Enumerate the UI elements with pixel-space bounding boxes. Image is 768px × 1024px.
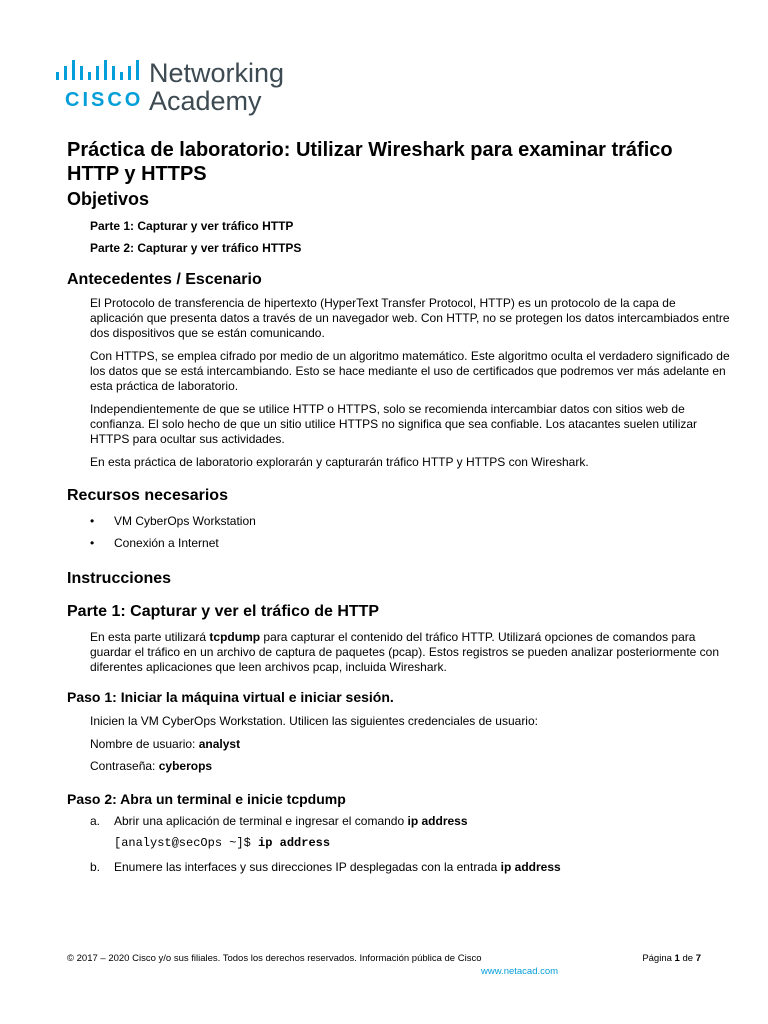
instrucciones-heading: Instrucciones: [67, 570, 172, 587]
recursos-heading: Recursos necesarios: [67, 487, 228, 504]
step-text: Enumere las interfaces y sus direcciones IP desplegadas con la entrada ip address: [114, 860, 561, 874]
step-label: a.: [90, 814, 101, 828]
logo-networking-text: Networking: [149, 58, 285, 88]
paso2-heading: Paso 2: Abra un terminal e inicie tcpdump: [67, 791, 346, 807]
cisco-bridge-icon: [52, 56, 148, 84]
username-value: analyst: [198, 737, 241, 751]
bullet-icon: •: [90, 514, 95, 528]
antecedentes-heading: Antecedentes / Escenario: [67, 271, 262, 288]
cisco-networking-academy-logo: [52, 56, 312, 120]
list-item-text: VM CyberOps Workstation: [114, 514, 256, 528]
logo-cisco-wordmark: CISCO: [65, 89, 144, 111]
step-text: Abrir una aplicación de terminal e ingresar el comando ip address: [114, 814, 468, 828]
command-example: [analyst@secOps ~]$ ip address: [114, 836, 331, 850]
paso1-line: Inicien la VM CyberOps Workstation. Utilicen las siguientes credenciales de usuario:: [90, 714, 538, 728]
password-line: Contraseña: cyberops: [90, 759, 213, 773]
antecedentes-paragraph: El Protocolo de transferencia de hipertexto (HyperText Transfer Protocol, HTTP) es un protocolo de la capa de aplicación que presenta datos a través de un navegador web. Con HTTP, no se protegen los datos intercambiados entre dos dispositivos que se están comunicando.: [90, 296, 730, 340]
logo-academy-text: Academy: [149, 86, 262, 116]
antecedentes-paragraph: Con HTTPS, se emplea cifrado por medio de un algoritmo matemático. Este algoritmo oculta el verdadero significado de los datos que se está intercambiando. Esto se hace mediante el uso de certificados que podremos ver más adelante en esta práctica de laboratorio.: [90, 349, 730, 393]
copyright-text: © 2017 – 2020 Cisco y/o sus filiales. Todos los derechos reservados. Información pública de Cisco: [67, 953, 482, 964]
objetivo-item: Parte 2: Capturar y ver tráfico HTTPS: [90, 241, 302, 255]
objetivo-item: Parte 1: Capturar y ver tráfico HTTP: [90, 219, 294, 233]
parte1-intro: En esta parte utilizará tcpdump para capturar el contenido del tráfico HTTP. Utilizará opciones de comandos para guardar el tráfico en un archivo de captura de paquetes (pcap). Estos registros se pueden analizar posteriormente con diferentes aplicaciones que leen archivos pcap, incluida Wireshark.: [90, 630, 720, 674]
antecedentes-paragraph: En esta práctica de laboratorio explorarán y capturarán tráfico HTTP y HTTPS con Wireshark.: [90, 455, 589, 469]
document-title: Práctica de laboratorio: Utilizar Wireshark para examinar tráfico HTTP y HTTPS: [67, 139, 673, 185]
username-line: Nombre de usuario: analyst: [90, 737, 241, 751]
parte1-heading: Parte 1: Capturar y ver el tráfico de HTTP: [67, 603, 380, 620]
bullet-icon: •: [90, 536, 95, 550]
objetivos-heading: Objetivos: [67, 189, 150, 209]
paso1-heading: Paso 1: Iniciar la máquina virtual e iniciar sesión.: [67, 689, 394, 705]
list-item-text: Conexión a Internet: [114, 536, 219, 550]
password-value: cyberops: [158, 759, 213, 773]
netacad-link[interactable]: www.netacad.com: [481, 966, 559, 977]
page-number: Página 1 de 7: [642, 953, 701, 964]
step-label: b.: [90, 860, 101, 874]
antecedentes-paragraph: Independientemente de que se utilice HTTP o HTTPS, solo se recomienda intercambiar datos con sitios web de confianza. El solo hecho de que un sitio utilice HTTPS no significa que sea confiable. Los atacantes suelen utilizar HTTPS para ocultar sus actividades.: [90, 402, 698, 446]
